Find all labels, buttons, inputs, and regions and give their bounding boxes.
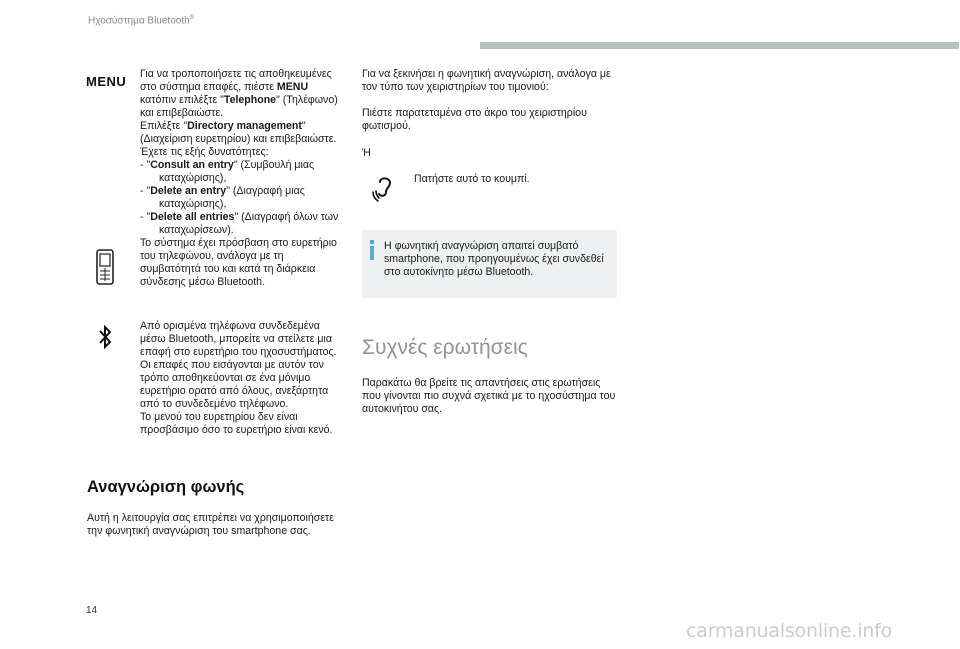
voice-recognition-heading: Αναγνώριση φωνής (87, 478, 245, 496)
watermark: carmanualsonline.info (686, 620, 893, 642)
header-divider-bar (480, 42, 959, 49)
or-text: Ή (362, 147, 371, 159)
voice-start-text: Για να ξεκινήσει η φωνητική αναγνώριση, ανάλογα με τον τύπο των χειριστηρίων του τιμονιού: (362, 68, 611, 93)
bluetooth-paragraph-2: Οι επαφές που εισάγονται με αυτόν τον τρόπο αποθηκεύονται σε ένα μόνιμο ευρετήριο ορατό από όλους, ανεξάρτητα από το συνδεδεμένο τηλέφωνο. (140, 359, 329, 410)
option-delete-all: - "Delete all entries" (Διαγραφή όλων των καταχωρίσεων). (140, 211, 339, 236)
section-title: Ηχοσύστημα Bluetooth® (88, 15, 195, 27)
info-text: Η φωνητική αναγνώριση απαιτεί συμβατό smartphone, που προηγουμένως έχει συνδεθεί στο αυτοκίνητο μέσω Bluetooth. (384, 240, 604, 278)
menu-paragraph-2: Επιλέξτε "Directory management" (Διαχείριση ευρετηρίου) και επιβεβαιώστε. (140, 120, 337, 145)
bluetooth-contacts-text (140, 320, 345, 437)
bluetooth-paragraph-3: Το μενού του ευρετηρίου δεν είναι προσβάσιμο όσο το ευρετήριο είναι κενό. (140, 411, 333, 436)
menu-instructions (140, 68, 345, 289)
press-lighting-stalk-text: Πιέστε παρατεταμένα στο άκρο του χειριστηρίου φωτισμού. (362, 107, 587, 132)
menu-paragraph-3: Έχετε τις εξής δυνατότητες: (140, 146, 269, 158)
menu-icon: MENU (86, 74, 127, 89)
bluetooth-paragraph-1: Από ορισμένα τηλέφωνα συνδεδεμένα μέσω Bluetooth, μπορείτε να στείλετε μια επαφή στο ευρετήριο του ηχοσυστήματος. (140, 320, 337, 358)
menu-paragraph-1: Για να τροποποιήσετε τις αποθηκευμένες στο σύστημα επαφές, πιέστε MENU κατόπιν επιλέξτε "Telephone" (Τηλέφωνο) και επιβεβαιώστε. (140, 68, 338, 119)
bluetooth-icon (98, 324, 112, 354)
info-icon (370, 240, 374, 260)
voice-recognition-text: Αυτή η λειτουργία σας επιτρέπει να χρησιμοποιήσετε την φωνητική αναγνώριση του smartphone σας. (87, 512, 334, 537)
page-number: 14 (86, 605, 98, 616)
voice-command-icon (370, 174, 400, 208)
faq-text: Παρακάτω θα βρείτε τις απαντήσεις στις ερωτήσεις που γίνονται πιο συχνά σχετικά με το ηχοσύστημα του αυτοκινήτου σας. (362, 377, 616, 415)
press-button-text: Πατήστε αυτό το κουμπί. (414, 173, 530, 185)
phone-directory-text: Το σύστημα έχει πρόσβαση στο ευρετήριο του τηλεφώνου, ανάλογα με τη συμβατότητά του και κατά τη διάρκεια σύνδεσης μέσω Bluetooth. (140, 237, 337, 288)
faq-heading: Συχνές ερωτήσεις (362, 336, 528, 359)
phone-icon (95, 249, 115, 289)
option-delete-entry: - "Delete an entry" (Διαγραφή μιας καταχώρισης), (140, 185, 305, 210)
option-consult-entry: - "Consult an entry" (Συμβουλή μιας καταχώρισης), (140, 159, 315, 184)
